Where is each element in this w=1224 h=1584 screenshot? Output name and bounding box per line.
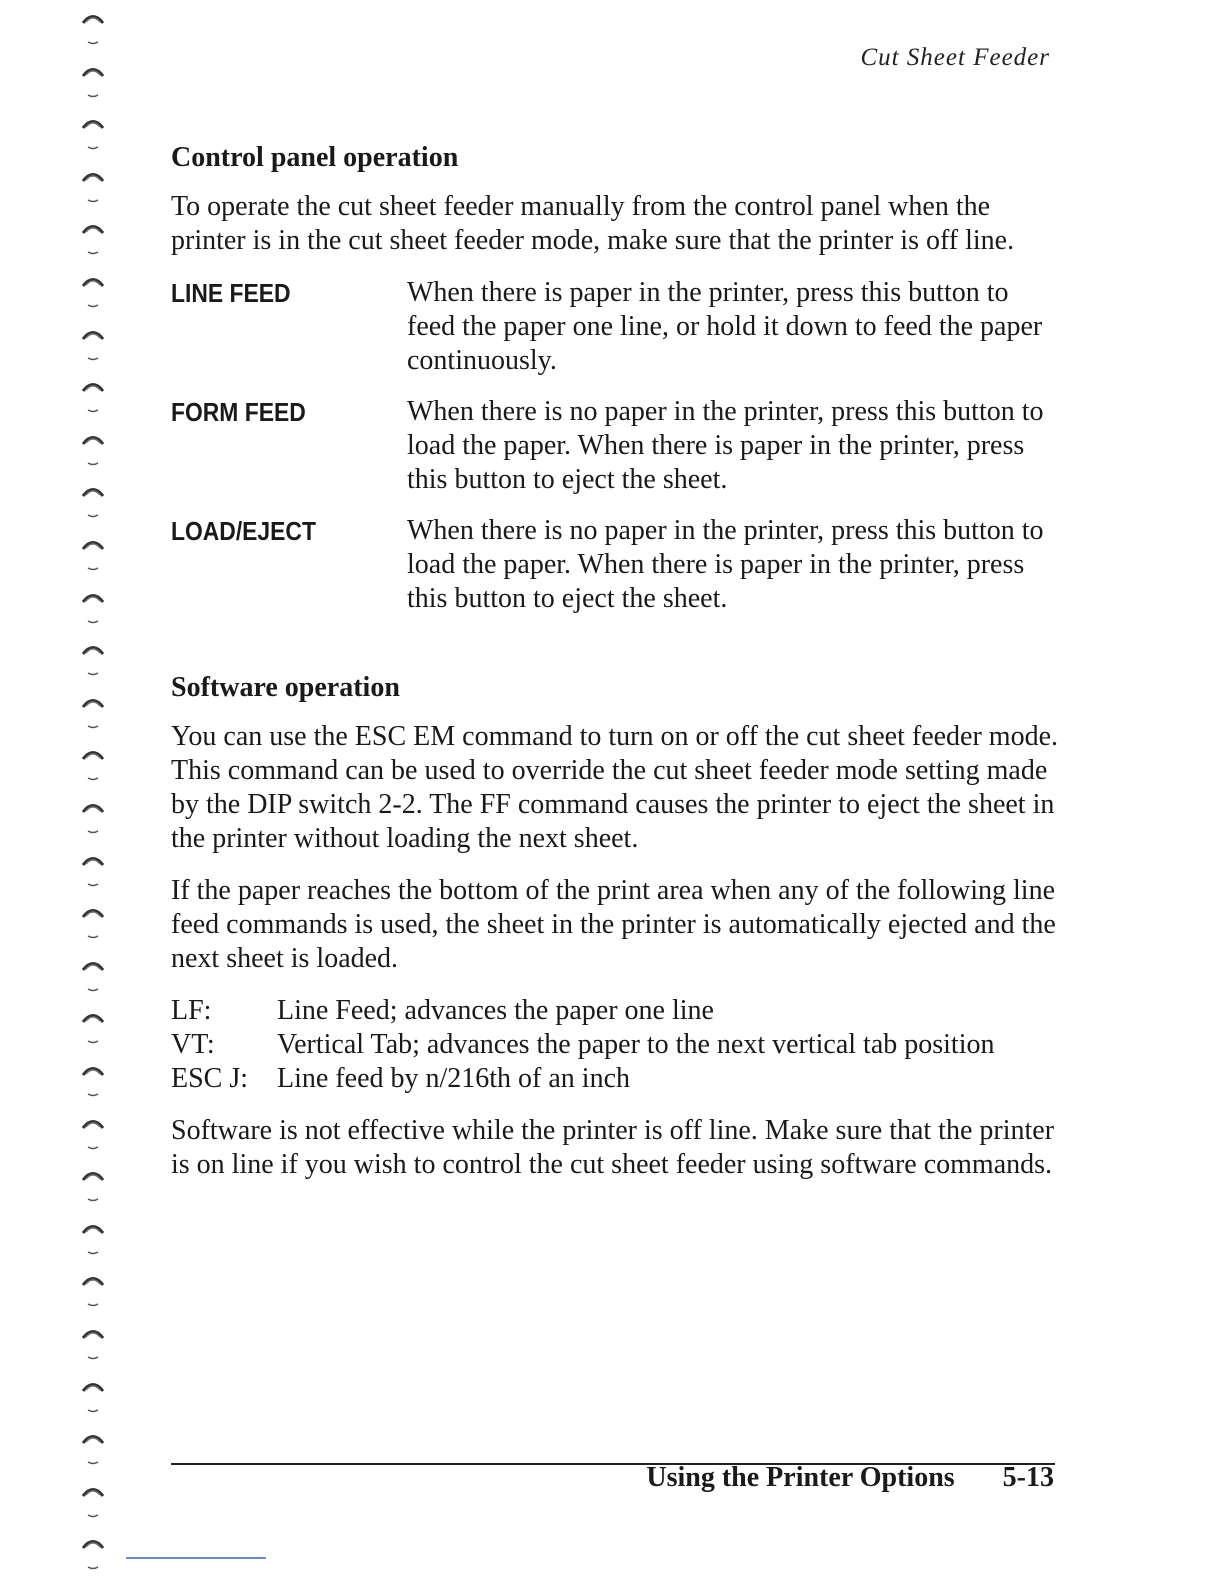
binding-hole-icon: [80, 376, 106, 416]
command-row: [171, 1028, 1061, 1062]
button-desc-line-feed: When there is paper in the printer, press this button to feed the paper one line, or hold it down to feed the paper continuously.: [407, 277, 1043, 376]
command-desc-lf: Line Feed; advances the paper one line: [277, 995, 714, 1026]
binding-hole-icon: [80, 1007, 106, 1047]
button-desc-load-eject: When there is no paper in the printer, press this button to load the paper. When there is paper in the printer, press this button to eject the sheet.: [407, 515, 1044, 614]
binding-hole-icon: [80, 797, 106, 837]
binding-hole-icon: [80, 692, 106, 732]
binding-hole-icon: [80, 8, 106, 48]
binding-hole-icon: [80, 534, 106, 574]
binding-hole-icon: [80, 429, 106, 469]
definition-row: [171, 514, 1061, 616]
binding-hole-icon: [80, 1533, 106, 1573]
binding-hole-icon: [80, 481, 106, 521]
control-panel-intro: To operate the cut sheet feeder manually from the control panel when the printer is in the cut sheet feeder mode, make sure that the printer is off line.: [171, 191, 1015, 256]
binding-hole-icon: [80, 324, 106, 364]
binding-hole-icon: [80, 1323, 106, 1363]
page-footer: [646, 1462, 1054, 1494]
binding-hole-icon: [80, 271, 106, 311]
binding-hole-icon: [80, 744, 106, 784]
binding-hole-icon: [80, 1481, 106, 1521]
binding-hole-icon: [80, 1270, 106, 1310]
software-paragraph-2: If the paper reaches the bottom of the print area when any of the following line feed commands is used, the sheet in the printer is automatically ejected and the next sheet is loaded.: [171, 875, 1056, 974]
button-term-load-eject: LOAD/EJECT: [171, 516, 316, 546]
page-body: [171, 138, 1061, 1200]
section-heading-control-panel: Control panel operation: [171, 142, 459, 173]
binding-hole-icon: [80, 166, 106, 206]
command-row: [171, 994, 1061, 1028]
binding-hole-icon: [80, 218, 106, 258]
command-desc-vt: Vertical Tab; advances the paper to the next vertical tab position: [277, 1029, 995, 1060]
button-term-line-feed: LINE FEED: [171, 278, 291, 308]
button-definitions: [171, 276, 1061, 616]
button-desc-form-feed: When there is no paper in the printer, press this button to load the paper. When there is paper in the printer, press this button to eject the sheet.: [407, 396, 1044, 495]
binding-hole-icon: [80, 587, 106, 627]
command-key-vt: VT:: [171, 1029, 215, 1060]
binding-hole-icon: [80, 902, 106, 942]
command-key-esc-j: ESC J:: [171, 1063, 249, 1094]
command-desc-esc-j: Line feed by n/216th of an inch: [277, 1063, 631, 1094]
binding-hole-icon: [80, 1060, 106, 1100]
footer-chapter-title: Using the Printer Options: [646, 1462, 955, 1493]
running-header: Cut Sheet Feeder: [860, 44, 1050, 71]
scan-artifact-line: [126, 1557, 266, 1559]
binding-hole-icon: [80, 61, 106, 101]
binding-hole-icon: [80, 850, 106, 890]
binding-hole-icon: [80, 1113, 106, 1153]
binding-hole-icon: [80, 639, 106, 679]
spiral-binding: [70, 0, 120, 1584]
command-key-lf: LF:: [171, 995, 212, 1026]
binding-hole-icon: [80, 955, 106, 995]
binding-hole-icon: [80, 1376, 106, 1416]
software-paragraph-3: Software is not effective while the printer is off line. Make sure that the printer is on line if you wish to control the cut sheet feeder using software commands.: [171, 1115, 1055, 1180]
definition-row: [171, 276, 1061, 378]
button-term-form-feed: FORM FEED: [171, 397, 306, 427]
section-heading-software: Software operation: [171, 672, 400, 703]
command-row: [171, 1062, 1061, 1096]
binding-hole-icon: [80, 1165, 106, 1205]
page-number: 5-13: [1002, 1462, 1054, 1493]
binding-hole-icon: [80, 1428, 106, 1468]
definition-row: [171, 395, 1061, 497]
command-list: [171, 994, 1061, 1096]
software-paragraph-1: You can use the ESC EM command to turn on or off the cut sheet feeder mode. This command can be used to override the cut sheet feeder mode setting made by the DIP switch 2-2. The FF command causes the printer to eject the sheet in the printer without loading the next sheet.: [171, 721, 1059, 854]
binding-hole-icon: [80, 113, 106, 153]
binding-hole-icon: [80, 1218, 106, 1258]
